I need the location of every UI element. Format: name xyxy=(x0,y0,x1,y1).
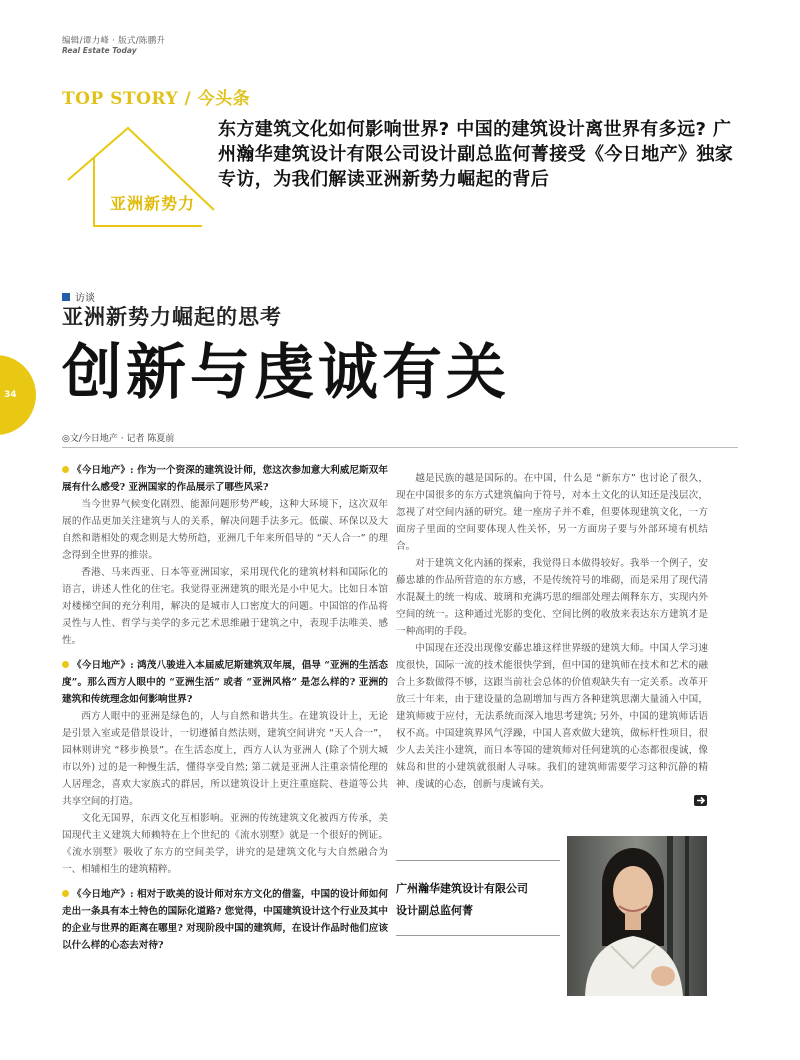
answer: 文化无国界，东西文化互相影响。亚洲的传统建筑文化被西方传承，美国现代主义建筑大师赖特在上个世纪的《流水别墅》就是一个很好的例证。《流水别墅》吸收了东方的空间美学，讲究的是建筑文化与大自然融合为一、相辅相生的建筑精粹。 xyxy=(62,813,388,875)
house-outline-icon xyxy=(66,122,216,234)
yellow-dot-icon xyxy=(62,661,69,668)
magazine-name: Real Estate Today xyxy=(62,46,137,55)
answer: 对于建筑文化内涵的探索，我觉得日本做得较好。我举一个例子，安藤忠雄的作品所营造的东方感，不是传统符号的堆砌，而是采用了现代清水混凝土的统一构成、玻璃和充满巧思的细部处理去阐释东方，实现内外空间的统一。这种通过光影的变化、空间比例的收放来表达东方建筑才是一种高明的手段。 xyxy=(396,558,708,637)
article-title: 创新与虔诚有关 xyxy=(62,338,510,408)
question: 《今日地产》: 作为一个资深的建筑设计师，您这次参加意大利威尼斯双年展有什么感受? 亚洲国家的作品展示了哪些风采? xyxy=(62,465,388,493)
caption-company: 广州瀚华建筑设计有限公司 xyxy=(396,882,528,895)
divider xyxy=(62,447,738,448)
caption-divider xyxy=(396,935,560,936)
yellow-dot-icon xyxy=(62,890,69,897)
house-label: 亚洲新势力 xyxy=(110,194,196,213)
yellow-dot-icon xyxy=(62,466,69,473)
answer: 香港、马来西亚、日本等亚洲国家，采用现代化的建筑材料和国际化的语言，讲述人性化的住宅。我觉得亚洲建筑的眼光是小中见大。比如日本馆对楼梯空间的充分利用，解决的是城市人口密度大的问题。中国馆的作品将灵性与人性、哲学与美学的多元艺术思维融于建筑之中，表现手法唯美、感性。 xyxy=(62,567,388,646)
top-story-label: TOP STORY / 今头条 xyxy=(62,89,251,109)
answer: 越是民族的越是国际的。在中国，什么是 “新东方” 也讨论了很久，现在中国很多的东方式建筑偏向于符号，对本土文化的认知还是浅层次，忽视了对空间内涵的研究。建一座房子并不难，但要体现建筑文化，一方面房子里面的空间要体现人性关怀，另一方面房子要与外部环境有机结合。 xyxy=(396,473,708,552)
photo-caption xyxy=(396,878,528,922)
left-column xyxy=(62,462,388,954)
editor-credits: 编辑/谭力峰 · 版式/陈鹏升 xyxy=(62,36,166,46)
headline: 东方建筑文化如何影响世界? 中国的建筑设计离世界有多远? 广州瀚华建筑设计有限公司设计副总监何菁接受《今日地产》独家专访，为我们解读亚洲新势力崛起的背后 xyxy=(218,119,734,190)
byline: ◎文/今日地产 · 记者 陈夏前 xyxy=(62,434,175,444)
section-tag-label: 访谈 xyxy=(75,293,95,304)
end-of-article-icon xyxy=(694,795,707,806)
portrait-photo xyxy=(567,836,707,996)
page-number: 34 xyxy=(4,390,17,400)
answer: 西方人眼中的亚洲是绿色的，人与自然和谐共生。在建筑设计上，无论是引景入室或是借景设计，一切遵循自然法则，建筑空间讲究 “天人合一”，园林则讲究 “移步换景”。在生活态度上，西方人认为亚洲人 (除了个别大城市以外) 过的是一种慢生活，懂得享受自然; 第二就是亚洲人注重亲情伦理的人居理念，喜欢大家族式的群居，所以建筑设计上更注重庭院、巷道等公共共享空间的打造。 xyxy=(62,711,388,807)
caption-person: 设计副总监何菁 xyxy=(396,904,473,917)
question: 《今日地产》: 鸿茂八骏进入本届威尼斯建筑双年展，倡导 “亚洲的生活态度”。那么西方人眼中的 “亚洲生活” 或者 “亚洲风格” 是怎么样的? 亚洲的建筑和传统理念如何影响世界? xyxy=(62,660,388,705)
right-column xyxy=(396,470,708,793)
answer: 中国现在还没出现像安藤忠雄这样世界级的建筑大师。中国人学习速度很快，国际一流的技术能很快学到，但中国的建筑师在技术和艺术的融合上多数做得不够，这跟当前社会总体的价值观缺失有一定关系。改革开放三十年来，由于建设量的急剧增加与西方各种建筑思潮大量涌入中国，建筑师疲于应付，无法系统而深入地思考建筑; 另外，中国的建筑师话语权不高。中国建筑界风气浮躁，中国人喜欢做大建筑，做标杆性项目，很少人去关注小建筑，而日本等国的建筑师对任何建筑的心态都很虔诚，像妹岛和世的小建筑就很耐人寻味。我们的建筑师需要学习这种沉静的精神、虔诚的心态，创新与虔诚有关。 xyxy=(396,643,708,790)
question: 《今日地产》: 相对于欧美的设计师对东方文化的借鉴，中国的设计师如何走出一条具有本土特色的国际化道路? 您觉得，中国建筑设计这个行业及其中的企业与世界的距离在哪里? 对现阶段中国的建筑师，在设计作品时他们应该以什么样的心态去对待? xyxy=(62,889,388,951)
subtitle: 亚洲新势力崛起的思考 xyxy=(62,304,282,329)
caption-divider xyxy=(396,860,560,861)
square-icon xyxy=(62,293,70,301)
answer: 当今世界气候变化剧烈、能源问题形势严峻，这种大环境下，这次双年展的作品更加关注建筑与人的关系，解决问题手法多元。低碳、环保以及大自然和谐相处的观念则是大势所趋，亚洲几千年来所倡导的 “天人合一” 的理念得到全世界的推崇。 xyxy=(62,499,388,561)
